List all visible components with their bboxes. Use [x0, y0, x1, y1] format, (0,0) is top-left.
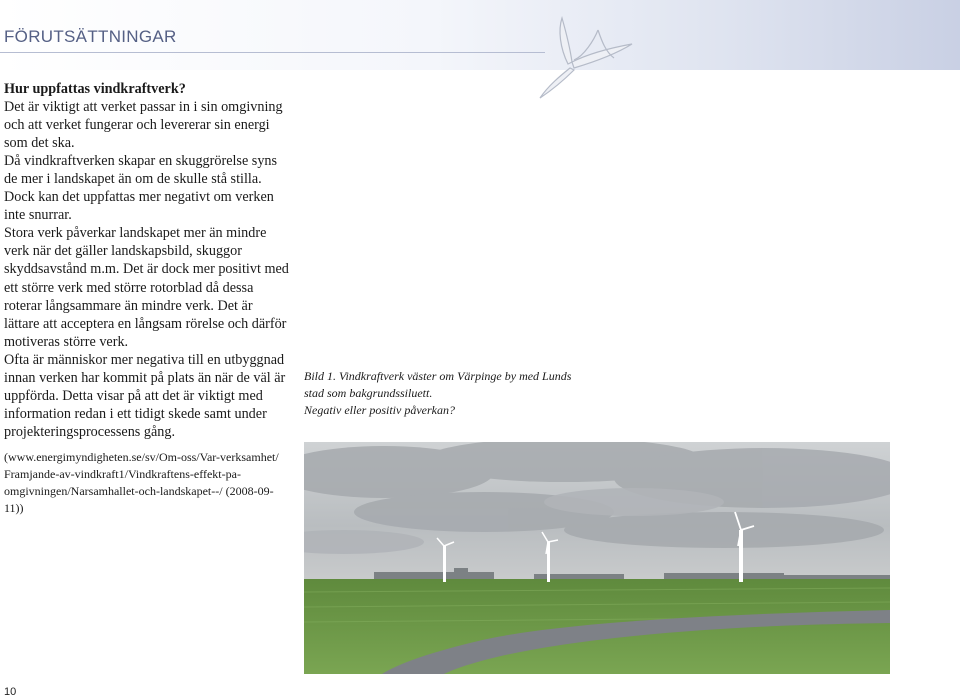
- landscape-photo: [304, 442, 890, 674]
- article-paragraph: Då vindkraftverken skapar en skuggrörelse syns de mer i landskapet än om de skulle stå stilla. Dock kan det uppfattas mer negativt om verken inte snurrar.: [4, 153, 278, 224]
- section-title: FÖRUTSÄTTNINGAR: [4, 27, 177, 46]
- article-paragraph: Det är viktigt att verket passar in i sin omgivning och att verket fungerar och levererar sin energi som det ska.: [4, 99, 283, 152]
- article-heading: Hur uppfattas vindkraftverk?: [4, 81, 186, 97]
- caption-line: Negativ eller positiv påverkan?: [304, 403, 455, 417]
- caption-line: Bild 1. Vindkraftverk väster om Värpinge by med Lunds: [304, 369, 572, 383]
- wind-turbine-blade-icon: [528, 10, 648, 106]
- header-divider: [0, 52, 545, 53]
- article-paragraph: Ofta är människor mer negativa till en utbyggnad innan verken har kommit på plats än när de väl är uppförda. Detta visar på att det är viktigt med information redan i ett tidigt skede samt under projekteringsprocessens gång.: [4, 351, 286, 440]
- source-reference: (www.energimyndigheten.se/sv/Om-oss/Var-verksamhet/ Framjande-av-vindkraft1/Vindkraftens-effekt-pa-omgivningen/Narsamhallet-och-landskapet--/ (2008-09-11)): [4, 450, 279, 515]
- article-body: [4, 80, 289, 441]
- caption-line: stad som bakgrundssiluett.: [304, 386, 433, 400]
- page-number: 10: [4, 686, 17, 698]
- article-paragraph: Stora verk påverkar landskapet mer än mindre verk när det gäller landskapsbild, skuggor skyddsavstånd m.m. Det är dock mer positivt med ett större verk med större rotorblad då dessa roterar långsammare än mindre verk. Det är lättare att acceptera en långsam rörelse och därför motiveras större verk.: [4, 225, 289, 350]
- figure-caption: [304, 368, 604, 419]
